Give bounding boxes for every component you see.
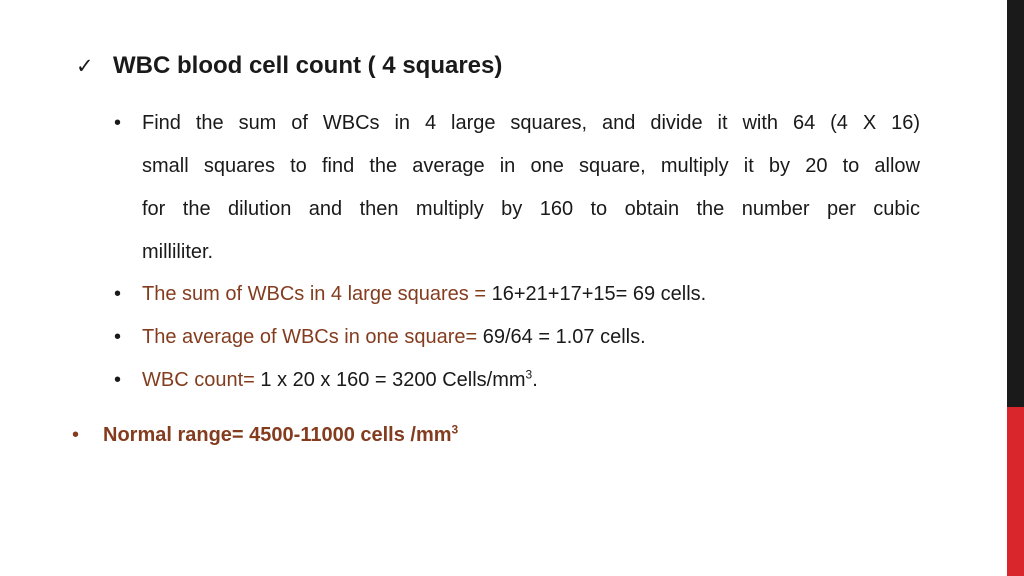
paragraph-line-4: milliliter. bbox=[142, 241, 214, 263]
sum-bullet bbox=[114, 283, 707, 305]
paragraph-line-2: small squares to find the average in one square, multiply it by 20 to allow bbox=[142, 155, 920, 177]
count-label: WBC count= bbox=[142, 369, 261, 391]
normal-range-bullet bbox=[72, 422, 459, 447]
count-superscript: 3 bbox=[525, 367, 533, 382]
average-bullet bbox=[114, 326, 646, 348]
count-period: . bbox=[532, 369, 538, 391]
average-label: The average of WBCs in one square= bbox=[142, 326, 483, 348]
bullet-dot: • bbox=[114, 369, 122, 391]
normal-range-superscript: 3 bbox=[451, 422, 459, 437]
count-value: 1 x 20 x 160 = 3200 Cells/mm bbox=[260, 369, 526, 391]
checkmark-icon: ✓ bbox=[76, 54, 94, 78]
bullet-dot: • bbox=[114, 112, 122, 134]
paragraph-line-3: for the dilution and then multiply by 160 to obtain the number per cubic bbox=[142, 198, 920, 220]
heading-text: WBC blood cell count ( 4 squares) bbox=[113, 52, 503, 79]
bullet-dot: • bbox=[114, 326, 122, 348]
right-edge-dark-bar bbox=[1007, 0, 1024, 407]
bullet-dot: • bbox=[72, 424, 80, 446]
average-value: 69/64 = 1.07 cells. bbox=[482, 326, 646, 348]
heading bbox=[76, 52, 502, 80]
sum-value: 16+21+17+15= 69 cells. bbox=[491, 283, 707, 305]
right-edge-red-bar bbox=[1007, 407, 1024, 576]
paragraph-line-1: Find the sum of WBCs in 4 large squares, and divide it with 64 (4 X 16) bbox=[142, 112, 920, 134]
sum-label: The sum of WBCs in 4 large squares = bbox=[142, 283, 492, 305]
normal-range-text: Normal range= 4500-11000 cells /mm bbox=[103, 424, 452, 446]
count-bullet bbox=[114, 367, 538, 391]
bullet-dot: • bbox=[114, 283, 122, 305]
